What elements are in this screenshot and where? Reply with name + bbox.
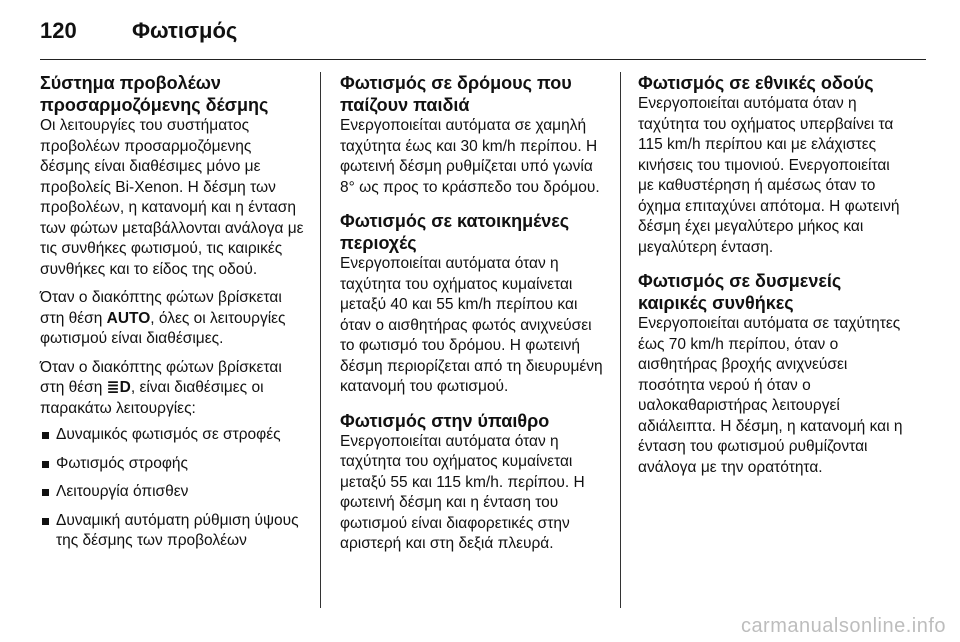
- bullet-icon: [42, 461, 49, 468]
- section-heading: Φωτισμός σε δυσμενείς καιρικές συνθήκες: [638, 271, 842, 313]
- column-1: [40, 72, 305, 560]
- text-fragment: , είναι διαθέσιμες οι παρακάτω λειτουργίες:: [40, 379, 264, 417]
- text-fragment: Όταν ο διακόπτης φώτων βρίσκεται στη θέση: [40, 358, 282, 396]
- section-heading: Φωτισμός σε κατοικημένες περιοχές: [340, 211, 570, 253]
- feature-list: [40, 425, 305, 552]
- section-heading: Φωτισμός στην ύπαιθρο: [340, 410, 550, 431]
- paragraph-headlight-mode: [40, 358, 305, 420]
- section-text: Ενεργοποιείται αυτόματα σε χαμηλή ταχύτητα έως και 30 km/h περίπου. Η φωτεινή δέσμη ρυθμίζεται υπό γωνία 8° ως προς το κράσπεδο του δρόμου.: [340, 117, 600, 196]
- section-residential: [340, 210, 605, 398]
- list-item: [40, 425, 305, 446]
- text-fragment: Όταν ο διακόπτης φώτων βρίσκεται στη θέση: [40, 289, 282, 327]
- paragraph-intro: Οι λειτουργίες του συστήματος προβολέων προσαρμοζόμενης δέσμης είναι διαθέσιμες μόνο με προβολείς Bi-Xenon. Η δέσμη των προβολέων, η κατανομή και η ένταση των φώτων μεταβάλλονται ανάλογα με τις συνθήκες φωτισμού, τις καιρικές συνθήκες και το είδος της οδού.: [40, 117, 304, 278]
- page-number: 120: [40, 18, 77, 43]
- section-heading-adaptive-lighting: Σύστημα προβολέων προσαρμοζόμενης δέσμης: [40, 73, 269, 115]
- section-text: Ενεργοποιείται αυτόματα όταν η ταχύτητα του οχήματος υπερβαίνει τα 115 km/h περίπου και με ελάχιστες κινήσεις του τιμονιού. Ενεργοποιείται με καθυστέρηση ή αμέσως όταν το όχημα επιταχύνει απότομα. Η φωτεινή δέσμη έχει μεγαλύτερο μήκος και μεγαλύτερη ένταση.: [638, 95, 900, 256]
- section-highways: [638, 72, 906, 258]
- header-divider: [40, 59, 926, 60]
- list-item: [40, 482, 305, 503]
- section-text: Ενεργοποιείται αυτόματα όταν η ταχύτητα του οχήματος κυμαίνεται μεταξύ 40 και 55 km/h περίπου και όταν ο αισθητήρας φωτός ανιχνεύσει το φωτισμό του δρόμου. Η φωτεινή δέσμη περιορίζεται από τη διευρυμένη κατανομή του φωτισμού.: [340, 255, 603, 395]
- low-beam-icon: ≣D: [106, 379, 131, 396]
- section-bad-weather: [638, 270, 906, 478]
- page-header: [40, 18, 920, 48]
- bullet-icon: [42, 489, 49, 496]
- list-item: [40, 454, 305, 475]
- section-heading: Φωτισμός σε εθνικές οδούς: [638, 73, 874, 93]
- bullet-icon: [42, 518, 49, 525]
- list-item-text: Δυναμική αυτόματη ρύθμιση ύψους της δέσμης των προβολέων: [56, 511, 299, 549]
- page-title: Φωτισμός: [132, 18, 238, 43]
- section-text: Ενεργοποιείται αυτόματα σε ταχύτητες έως 70 km/h περίπου, όταν ο αισθητήρας βροχής ανιχνεύσει ποσότητα νερού ή όταν ο υαλοκαθαριστήρας λειτουργεί αδιάλειπτα. Η δέσμη, η κατανομή και η ένταση του φωτισμού ρυθμίζονται ανάλογα με την ορατότητα.: [638, 315, 903, 476]
- column-2: [340, 72, 605, 567]
- column-divider: [620, 72, 621, 608]
- list-item-text: Λειτουργία όπισθεν: [56, 483, 189, 500]
- list-item-text: Δυναμικός φωτισμός σε στροφές: [56, 426, 281, 443]
- section-children-roads: [340, 72, 605, 198]
- section-countryside: [340, 410, 605, 555]
- text-fragment: , όλες οι λειτουργίες φωτισμού είναι διαθέσιμες.: [40, 309, 286, 347]
- section-heading: Φωτισμός σε δρόμους που παίζουν παιδιά: [340, 73, 572, 115]
- column-divider: [320, 72, 321, 608]
- watermark: carmanualsonline.info: [740, 615, 946, 637]
- column-3: [638, 72, 906, 490]
- section-text: Ενεργοποιείται αυτόματα όταν η ταχύτητα του οχήματος κυμαίνεται μεταξύ 55 και 115 km/h. περίπου. Η φωτεινή δέσμη και η ένταση του φωτισμού είναι διαφορετικές στην αριστερή και στη δεξιά πλευρά.: [340, 432, 585, 552]
- paragraph-auto-mode: [40, 288, 305, 350]
- list-item-text: Φωτισμός στροφής: [56, 454, 188, 472]
- bullet-icon: [42, 432, 49, 439]
- list-item: [40, 511, 305, 552]
- auto-label: AUTO: [106, 309, 151, 327]
